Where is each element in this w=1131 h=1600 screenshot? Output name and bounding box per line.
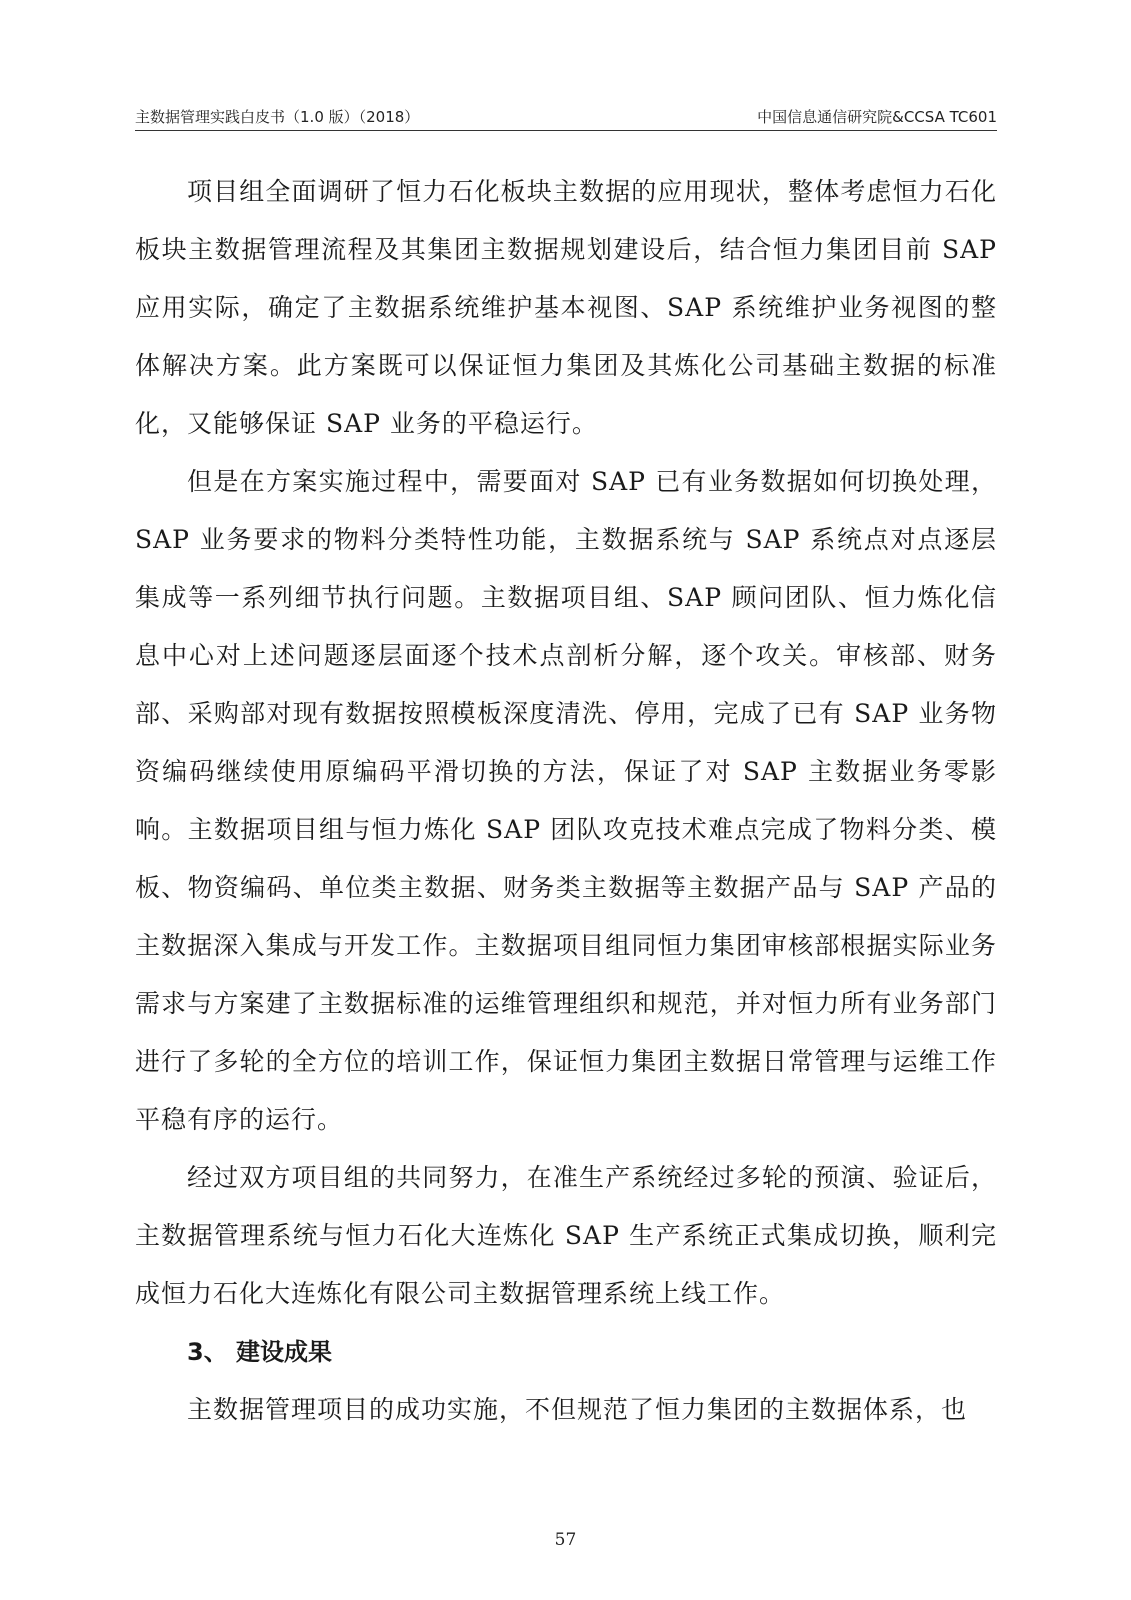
header-organization: 中国信息通信研究院&CCSA TC601 xyxy=(757,108,997,126)
paragraph-go-live: 经过双方项目组的共同努力，在准生产系统经过多轮的预演、验证后，主数据管理系统与恒力石化大连炼化 SAP 生产系统正式集成切换，顺利完成恒力石化大连炼化有限公司主数据管理系统上线工作。 xyxy=(135,1163,997,1308)
page-header xyxy=(135,104,997,131)
page-body xyxy=(135,163,997,1439)
header-document-title: 主数据管理实践白皮书（1.0 版）（2018） xyxy=(135,108,420,126)
paragraph-solution-overview: 项目组全面调研了恒力石化板块主数据的应用现状，整体考虑恒力石化板块主数据管理流程及其集团主数据规划建设后，结合恒力集团目前 SAP 应用实际，确定了主数据系统维护基本视图、SAP 系统维护业务视图的整体解决方案。此方案既可以保证恒力集团及其炼化公司基础主数据的标准化，又能够保证 SAP 业务的平稳运行。 xyxy=(135,177,997,438)
paragraph-implementation-challenges: 但是在方案实施过程中，需要面对 SAP 已有业务数据如何切换处理，SAP 业务要求的物料分类特性功能，主数据系统与 SAP 系统点对点逐层集成等一系列细节执行问题。主数据项目组、SAP 顾问团队、恒力炼化信息中心对上述问题逐层面逐个技术点剖析分解，逐个攻关。审核部、财务部、采购部对现有数据按照模板深度清洗、停用，完成了已有 SAP 业务物资编码继续使用原编码平滑切换的方法，保证了对 SAP 主数据业务零影响。主数据项目组与恒力炼化 SAP 团队攻克技术难点完成了物料分类、模板、物资编码、单位类主数据、财务类主数据等主数据产品与 SAP 产品的主数据深入集成与开发工作。主数据项目组同恒力集团审核部根据实际业务需求与方案建了主数据标准的运维管理组织和规范，并对恒力所有业务部门进行了多轮的全方位的培训工作，保证恒力集团主数据日常管理与运维工作平稳有序的运行。 xyxy=(135,467,997,1134)
paragraph-results-intro: 主数据管理项目的成功实施，不但规范了恒力集团的主数据体系，也 xyxy=(187,1395,968,1424)
section-heading-results: 3、 建设成果 xyxy=(187,1338,333,1366)
page-number: 57 xyxy=(554,1530,577,1550)
